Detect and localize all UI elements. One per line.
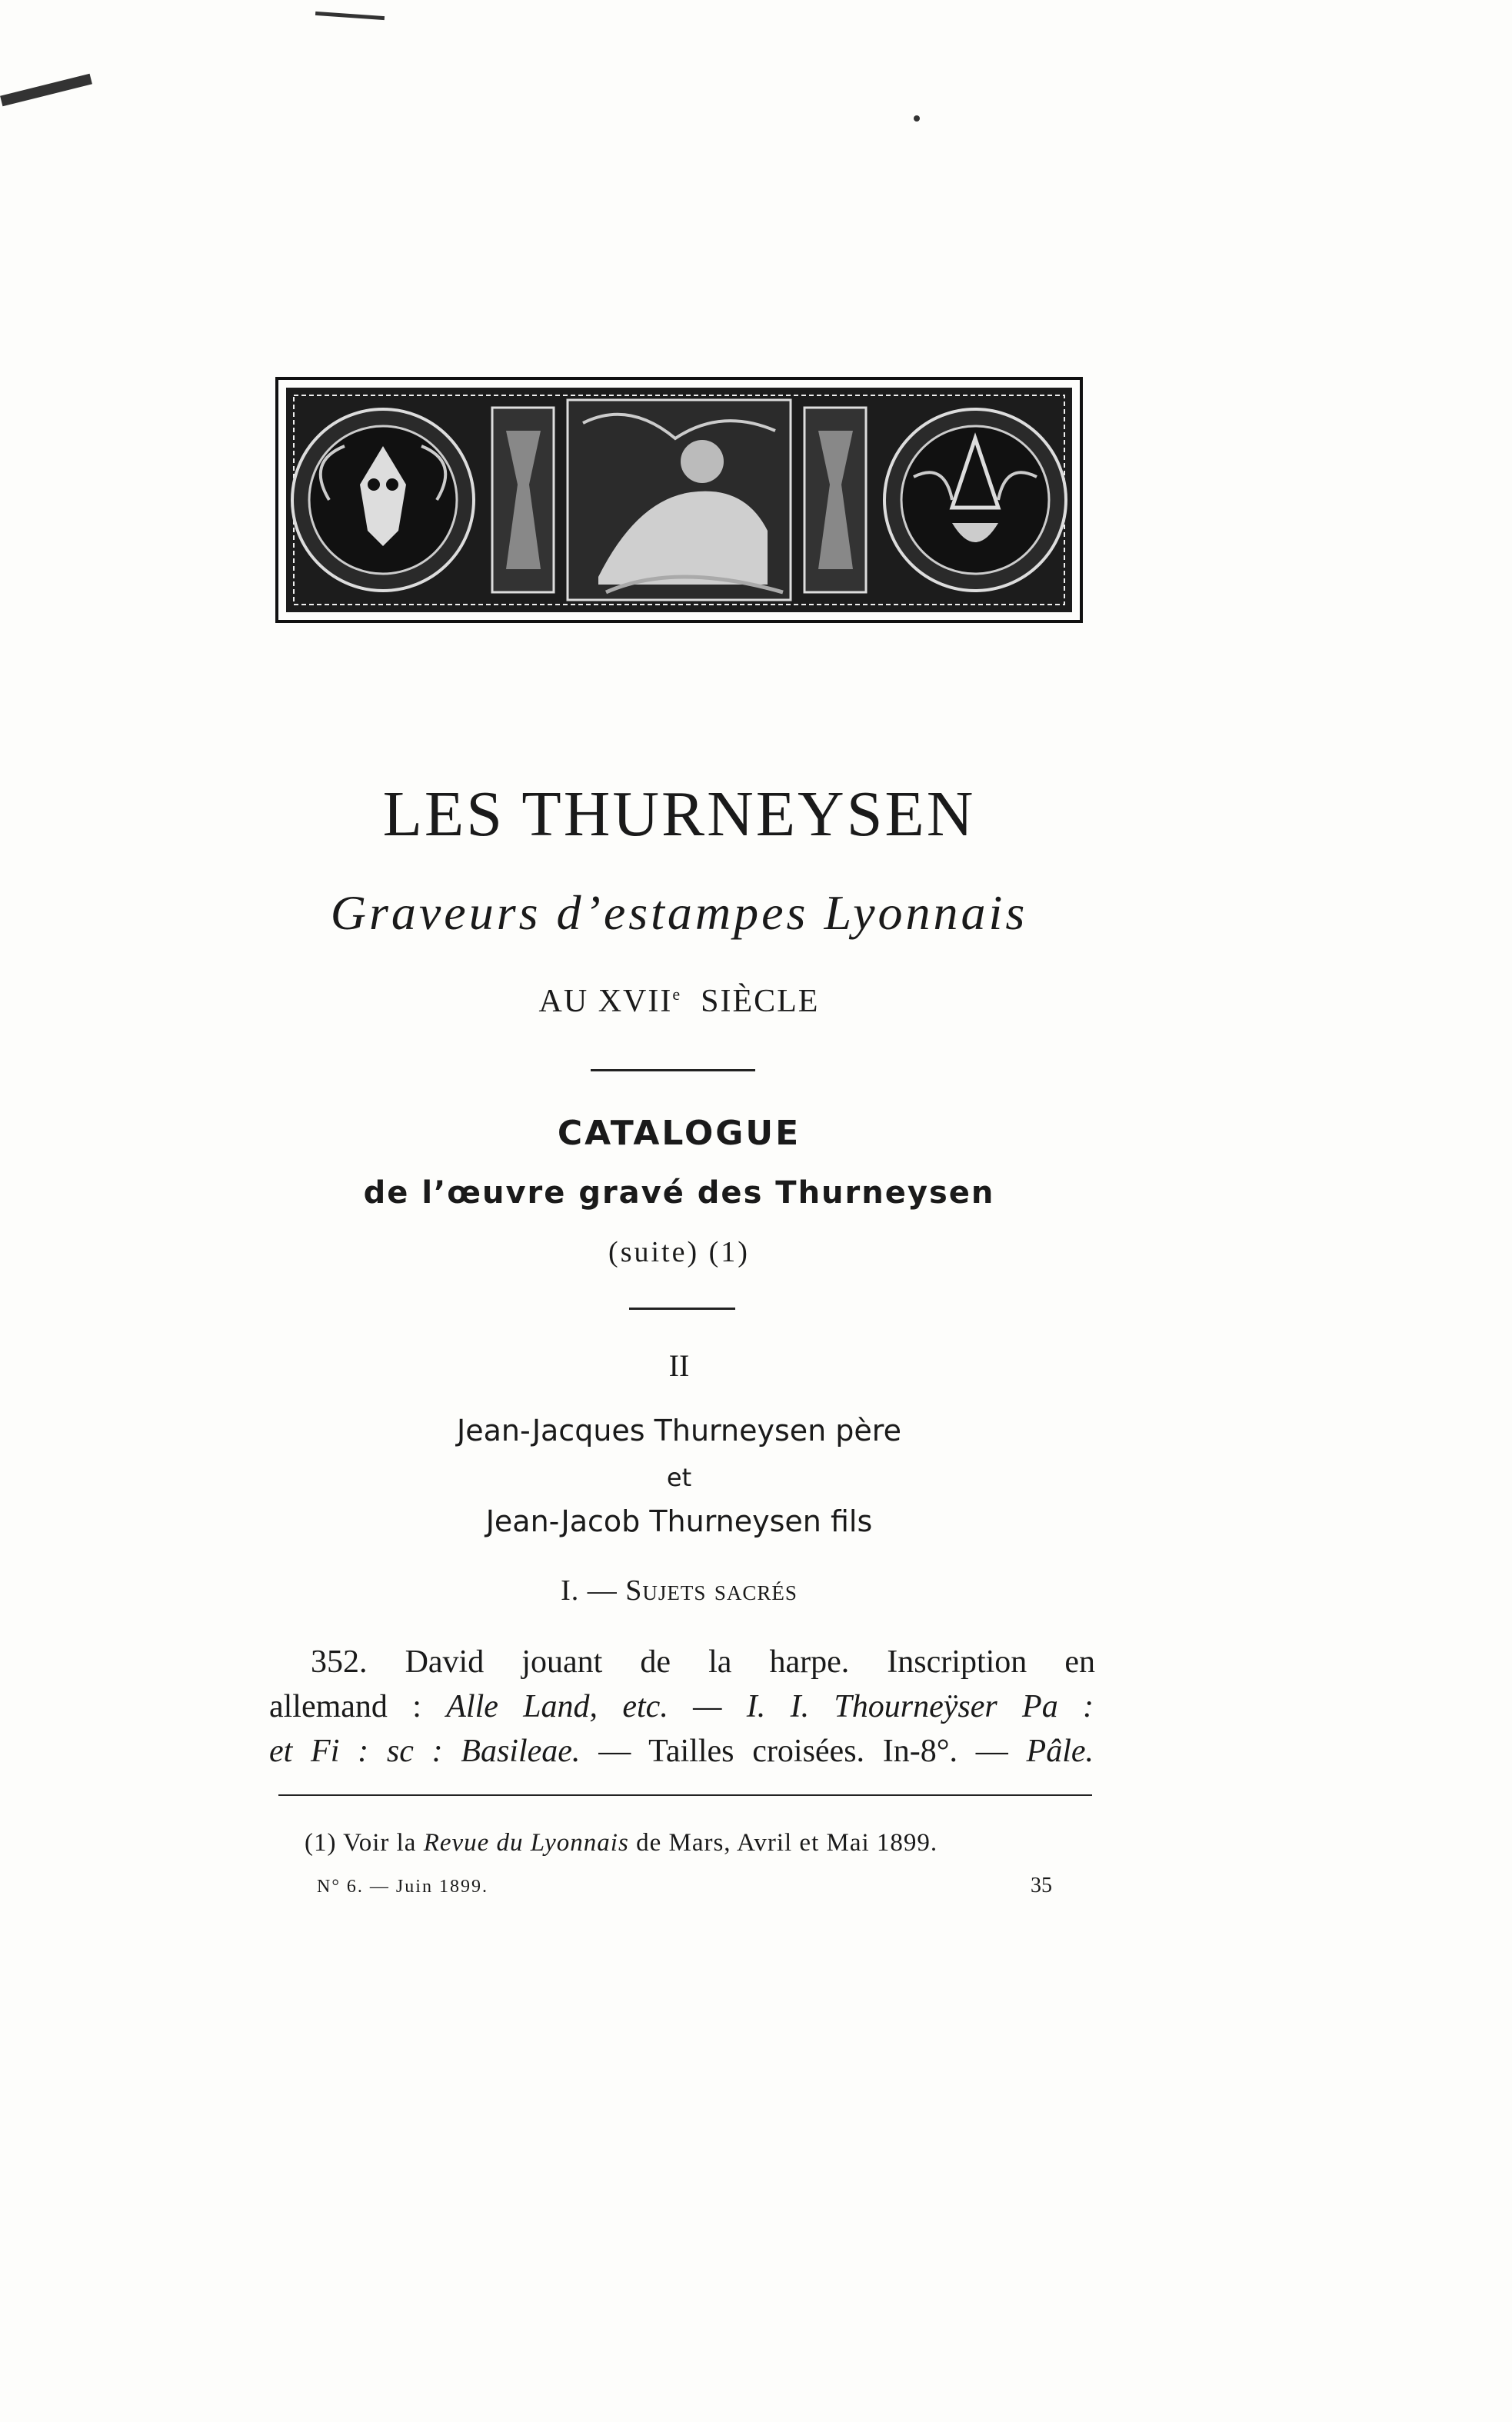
page-number: 35 <box>1031 1874 1052 1897</box>
article-title: LES THURNEYSEN <box>382 778 976 850</box>
scan-mark <box>0 74 92 107</box>
footnote-suffix: de Mars, Avril et Mai 1899. <box>636 1829 938 1857</box>
continuation-note: (suite) (1) <box>608 1236 750 1268</box>
divider-rule <box>591 1069 755 1071</box>
entry-line: 352. David jouant de la harpe. Inscription en <box>311 1644 1095 1680</box>
catalogue-heading: CATALOGUE <box>557 1114 801 1153</box>
scan-mark <box>914 115 920 122</box>
section-heading: I. — Sujets sacrés <box>561 1574 798 1607</box>
footnote <box>305 1829 938 1857</box>
entry-text: — Tailles croisées. In-8°. — <box>598 1734 1008 1769</box>
century-suffix: SIÈCLE <box>701 984 820 1019</box>
issue-line: N° 6. — Juin 1899. <box>317 1877 488 1897</box>
entry-line <box>269 1684 1094 1729</box>
entry-text: allemand : <box>269 1689 421 1724</box>
inscription-text: Alle Land, etc. — I. I. Thourneÿser Pa : <box>446 1689 1094 1724</box>
century-prefix: AU XVII <box>538 984 673 1019</box>
scan-mark <box>315 12 385 20</box>
divider-rule <box>629 1308 735 1310</box>
article-subtitle: Graveurs d’estampes Lyonnais <box>330 885 1028 940</box>
century-superscript: e <box>672 984 682 1004</box>
journal-title: Revue du Lyonnais <box>423 1829 629 1857</box>
state-text: Pâle. <box>1026 1734 1094 1769</box>
engraver-names-line2: Jean-Jacob Thurneysen fils <box>485 1504 873 1538</box>
century-line <box>0 983 1358 1020</box>
catalogue-subheading: de l’œuvre gravé des Thurneysen <box>363 1175 995 1211</box>
engraver-names-line1: Jean-Jacques Thurneysen père <box>457 1414 901 1448</box>
footnote-rule <box>278 1794 1092 1796</box>
footnote-prefix: (1) Voir la <box>305 1829 417 1857</box>
entry-line <box>269 1729 1094 1774</box>
part-numeral: II <box>668 1348 690 1383</box>
ornamental-headpiece <box>275 377 1083 623</box>
inscription-text: et Fi : sc : Basileae. <box>269 1734 581 1769</box>
connector-word: et <box>666 1463 692 1492</box>
